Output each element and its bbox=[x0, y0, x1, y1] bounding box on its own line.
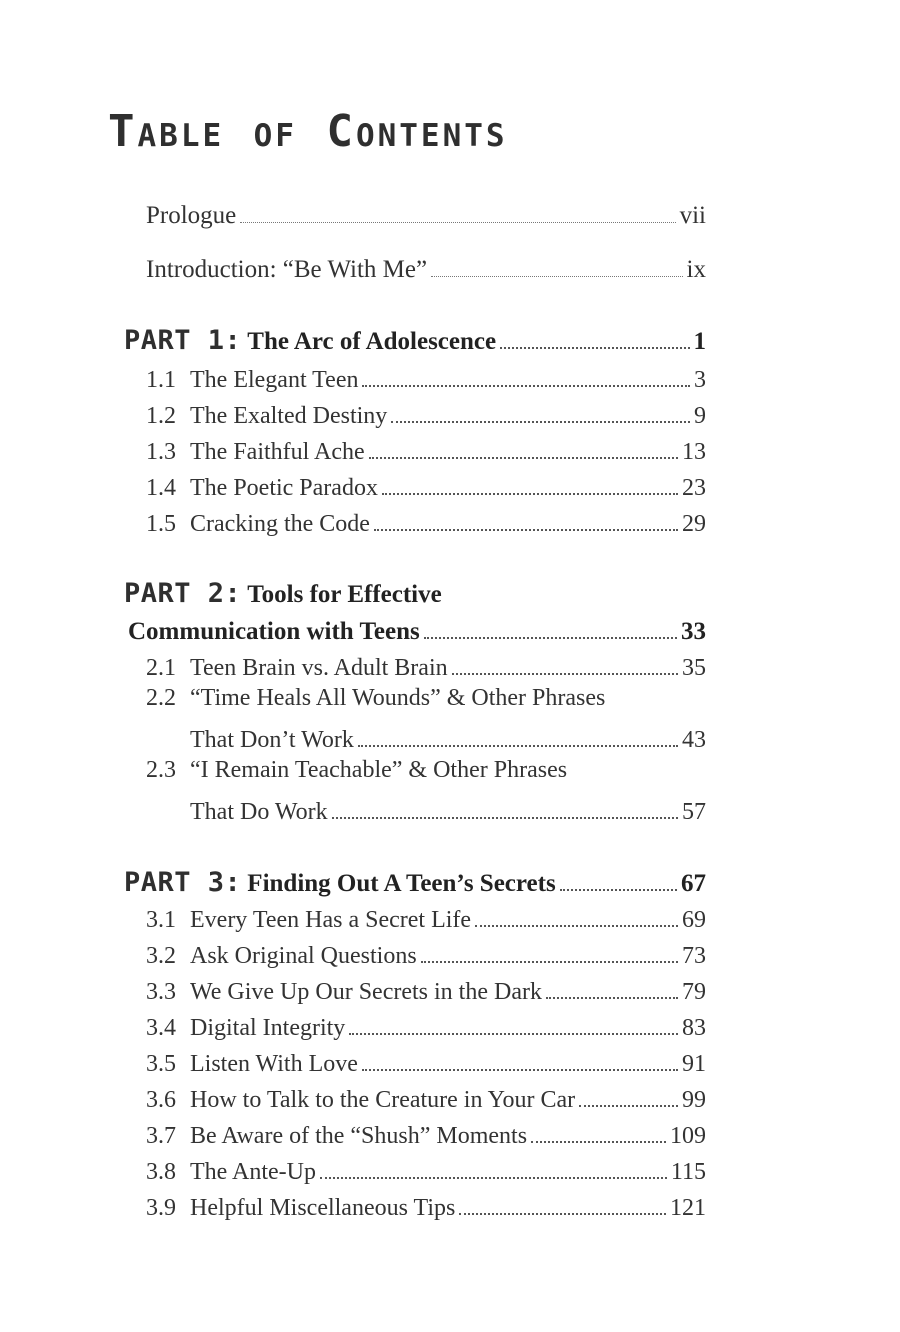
dot-leader bbox=[332, 817, 678, 819]
chapter-title: The Elegant Teen bbox=[190, 367, 359, 393]
chapter-number: 1.2 bbox=[146, 403, 176, 429]
part-page: 67 bbox=[681, 870, 706, 897]
toc-chapter[interactable] bbox=[146, 898, 706, 932]
chapter-number: 3.5 bbox=[146, 1051, 176, 1077]
chapter-number: 1.5 bbox=[146, 511, 176, 537]
chapter-page: 121 bbox=[670, 1195, 706, 1221]
dot-leader bbox=[320, 1177, 667, 1179]
dot-leader bbox=[362, 385, 690, 387]
dot-leader bbox=[560, 889, 677, 891]
dot-leader bbox=[421, 961, 678, 963]
chapter-title: The Poetic Paradox bbox=[190, 475, 378, 501]
chapter-title: How to Talk to the Creature in Your Car bbox=[190, 1087, 576, 1113]
chapter-number: 2.1 bbox=[146, 655, 176, 681]
dot-leader bbox=[459, 1213, 666, 1215]
dot-leader bbox=[452, 673, 678, 675]
chapter-title: Be Aware of the “Shush” Moments bbox=[190, 1123, 528, 1149]
chapter-page: 43 bbox=[682, 727, 706, 753]
toc-chapter-line1[interactable] bbox=[146, 757, 567, 784]
part-title: Finding Out A Teen’s Secrets bbox=[247, 870, 556, 897]
chapter-number: 3.9 bbox=[146, 1195, 176, 1221]
dot-leader bbox=[240, 222, 675, 223]
chapter-title-continued: That Don’t Work bbox=[190, 727, 354, 753]
chapter-number: 3.1 bbox=[146, 907, 176, 933]
chapter-number: 3.3 bbox=[146, 979, 176, 1005]
chapter-page: 91 bbox=[682, 1051, 706, 1077]
toc-chapter[interactable] bbox=[146, 1186, 706, 1220]
toc-part-3[interactable] bbox=[124, 862, 706, 896]
chapter-title: “I Remain Teachable” & Other Phrases bbox=[190, 757, 568, 783]
chapter-page: 83 bbox=[682, 1015, 706, 1041]
toc-chapter[interactable] bbox=[146, 358, 706, 392]
dot-leader bbox=[349, 1033, 678, 1035]
toc-chapter-line2[interactable] bbox=[190, 718, 706, 752]
chapter-title: Digital Integrity bbox=[190, 1015, 346, 1041]
toc-entry-prologue[interactable] bbox=[146, 194, 706, 228]
dot-leader bbox=[531, 1141, 666, 1143]
chapter-page: 99 bbox=[682, 1087, 706, 1113]
toc-chapter[interactable] bbox=[146, 1006, 706, 1040]
page-title: Table of Contents bbox=[108, 106, 508, 157]
toc-entry-introduction[interactable] bbox=[146, 248, 706, 282]
toc-chapter[interactable] bbox=[146, 1150, 706, 1184]
toc-part-1[interactable] bbox=[124, 320, 706, 354]
chapter-title: Helpful Miscellaneous Tips bbox=[190, 1195, 456, 1221]
dot-leader bbox=[431, 276, 682, 277]
chapter-title: The Ante-Up bbox=[190, 1159, 316, 1185]
part-title: The Arc of Adolescence bbox=[247, 328, 497, 355]
chapter-title: Listen With Love bbox=[190, 1051, 358, 1077]
entry-title: Prologue bbox=[146, 202, 237, 229]
dot-leader bbox=[424, 637, 677, 639]
chapter-page: 9 bbox=[694, 403, 706, 429]
dot-leader bbox=[475, 925, 678, 927]
chapter-number: 2.2 bbox=[146, 685, 176, 711]
chapter-title: The Exalted Destiny bbox=[190, 403, 388, 429]
chapter-page: 115 bbox=[670, 1159, 706, 1185]
chapter-number: 3.2 bbox=[146, 943, 176, 969]
part-page: 1 bbox=[693, 328, 706, 355]
dot-leader bbox=[546, 997, 678, 999]
chapter-page: 23 bbox=[682, 475, 706, 501]
dot-leader bbox=[391, 421, 690, 423]
chapter-page: 35 bbox=[682, 655, 706, 681]
part-title-continued: Communication with Teens bbox=[128, 618, 420, 645]
chapter-page: 13 bbox=[682, 439, 706, 465]
chapter-number: 3.6 bbox=[146, 1087, 176, 1113]
toc-chapter[interactable] bbox=[146, 394, 706, 428]
chapter-page: 29 bbox=[682, 511, 706, 537]
part-prefix: PART 2: bbox=[124, 578, 242, 609]
part-prefix: PART 1: bbox=[124, 325, 242, 356]
chapter-title: Cracking the Code bbox=[190, 511, 370, 537]
chapter-title: The Faithful Ache bbox=[190, 439, 365, 465]
chapter-number: 1.1 bbox=[146, 367, 176, 393]
dot-leader bbox=[374, 529, 678, 531]
chapter-page: 3 bbox=[694, 367, 706, 393]
part-prefix: PART 3: bbox=[124, 867, 242, 898]
toc-chapter[interactable] bbox=[146, 646, 706, 680]
toc-chapter-line2[interactable] bbox=[190, 790, 706, 824]
chapter-number: 3.4 bbox=[146, 1015, 176, 1041]
toc-chapter[interactable] bbox=[146, 430, 706, 464]
chapter-title: Every Teen Has a Secret Life bbox=[190, 907, 472, 933]
chapter-page: 57 bbox=[682, 799, 706, 825]
chapter-page: 109 bbox=[670, 1123, 706, 1149]
toc-chapter[interactable] bbox=[146, 1114, 706, 1148]
chapter-number: 1.4 bbox=[146, 475, 176, 501]
part-page: 33 bbox=[681, 618, 706, 645]
dot-leader bbox=[358, 745, 678, 747]
entry-page: vii bbox=[679, 202, 706, 229]
dot-leader bbox=[362, 1069, 678, 1071]
dot-leader bbox=[579, 1105, 678, 1107]
toc-chapter[interactable] bbox=[146, 502, 706, 536]
toc-chapter-line1[interactable] bbox=[146, 685, 605, 712]
chapter-title-continued: That Do Work bbox=[190, 799, 328, 825]
chapter-number: 1.3 bbox=[146, 439, 176, 465]
part-title: Tools for Effective bbox=[247, 581, 442, 608]
dot-leader bbox=[500, 347, 689, 349]
toc-chapter[interactable] bbox=[146, 1078, 706, 1112]
toc-chapter[interactable] bbox=[146, 970, 706, 1004]
chapter-number: 2.3 bbox=[146, 757, 176, 783]
dot-leader bbox=[369, 457, 678, 459]
chapter-title: “Time Heals All Wounds” & Other Phrases bbox=[190, 685, 606, 711]
chapter-page: 79 bbox=[682, 979, 706, 1005]
toc-part-2-line1[interactable] bbox=[124, 573, 706, 607]
toc-chapter[interactable] bbox=[146, 1042, 706, 1076]
dot-leader bbox=[382, 493, 678, 495]
toc-chapter[interactable] bbox=[146, 466, 706, 500]
entry-page: ix bbox=[686, 256, 706, 283]
toc-part-2-line2[interactable] bbox=[128, 610, 706, 644]
entry-title: Introduction: “Be With Me” bbox=[146, 256, 428, 283]
chapter-title: Teen Brain vs. Adult Brain bbox=[190, 655, 448, 681]
chapter-number: 3.7 bbox=[146, 1123, 176, 1149]
chapter-title: Ask Original Questions bbox=[190, 943, 417, 969]
chapter-number: 3.8 bbox=[146, 1159, 176, 1185]
toc-chapter[interactable] bbox=[146, 934, 706, 968]
chapter-title: We Give Up Our Secrets in the Dark bbox=[190, 979, 542, 1005]
chapter-page: 69 bbox=[682, 907, 706, 933]
chapter-page: 73 bbox=[682, 943, 706, 969]
